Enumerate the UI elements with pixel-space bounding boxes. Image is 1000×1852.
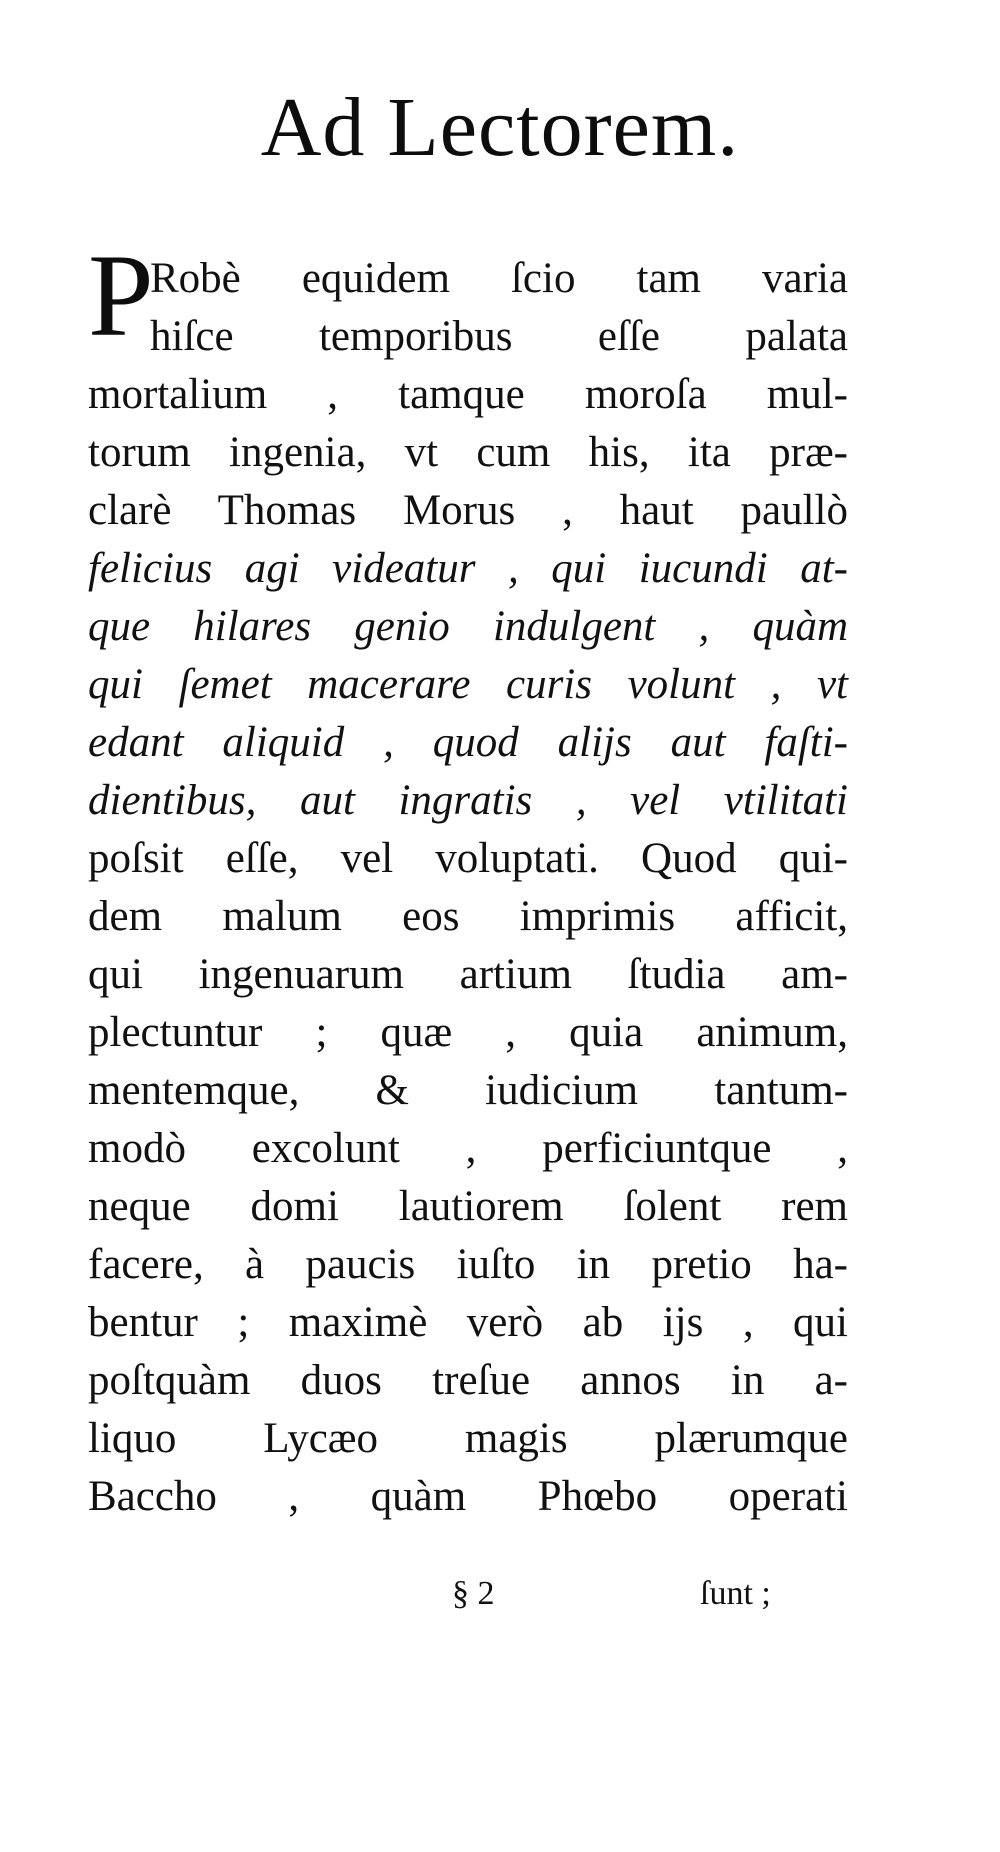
text-line: dientibus, aut ingratis , vel vtilitati (88, 777, 848, 824)
text-line: clarè Thomas Morus , haut paullò (88, 487, 848, 534)
text-line: modò excolunt , perficiuntque , (88, 1125, 848, 1172)
text-line: qui ſemet macerare curis volunt , vt (88, 661, 848, 708)
text-line: Baccho , quàm Phœbo operati (88, 1473, 848, 1520)
drop-cap-initial: P (88, 230, 154, 361)
text-line: facere, à paucis iuſto in pretio ha- (88, 1241, 848, 1288)
text-line: hiſce temporibus eſſe palata (150, 313, 848, 360)
text-line: poſtquàm duos treſue annos in a- (88, 1357, 848, 1404)
text-line: que hilares genio indulgent , quàm (88, 603, 848, 650)
text-line: torum ingenia, vt cum his, ita præ- (88, 429, 848, 476)
signature-mark: § 2 (452, 1575, 495, 1612)
text-line: mortalium , tamque moroſa mul- (88, 371, 848, 418)
page-footer (0, 1575, 1000, 1625)
text-line: qui ingenuarum artium ſtudia am- (88, 951, 848, 998)
text-line: mentemque, & iudicium tantum- (88, 1067, 848, 1114)
text-line: liquo Lycæo magis plærumque (88, 1415, 848, 1462)
text-line: neque domi lautiorem ſolent rem (88, 1183, 848, 1230)
body-text (88, 308, 848, 1526)
text-line: edant aliquid , quod alijs aut faſti- (88, 719, 848, 766)
text-line: bentur ; maximè verò ab ijs , qui (88, 1299, 848, 1346)
text-line-first: Robè equidem ſcio tam varia (150, 255, 848, 302)
text-line: poſsit eſſe, vel voluptati. Quod qui- (88, 835, 848, 882)
text-line: dem malum eos imprimis afficit, (88, 893, 848, 940)
catchword: ſunt ; (700, 1575, 771, 1612)
text-line: plectuntur ; quæ , quia animum, (88, 1009, 848, 1056)
text-line: felicius agi videatur , qui iucundi at- (88, 545, 848, 592)
page-title: Ad Lectorem. (260, 81, 740, 174)
